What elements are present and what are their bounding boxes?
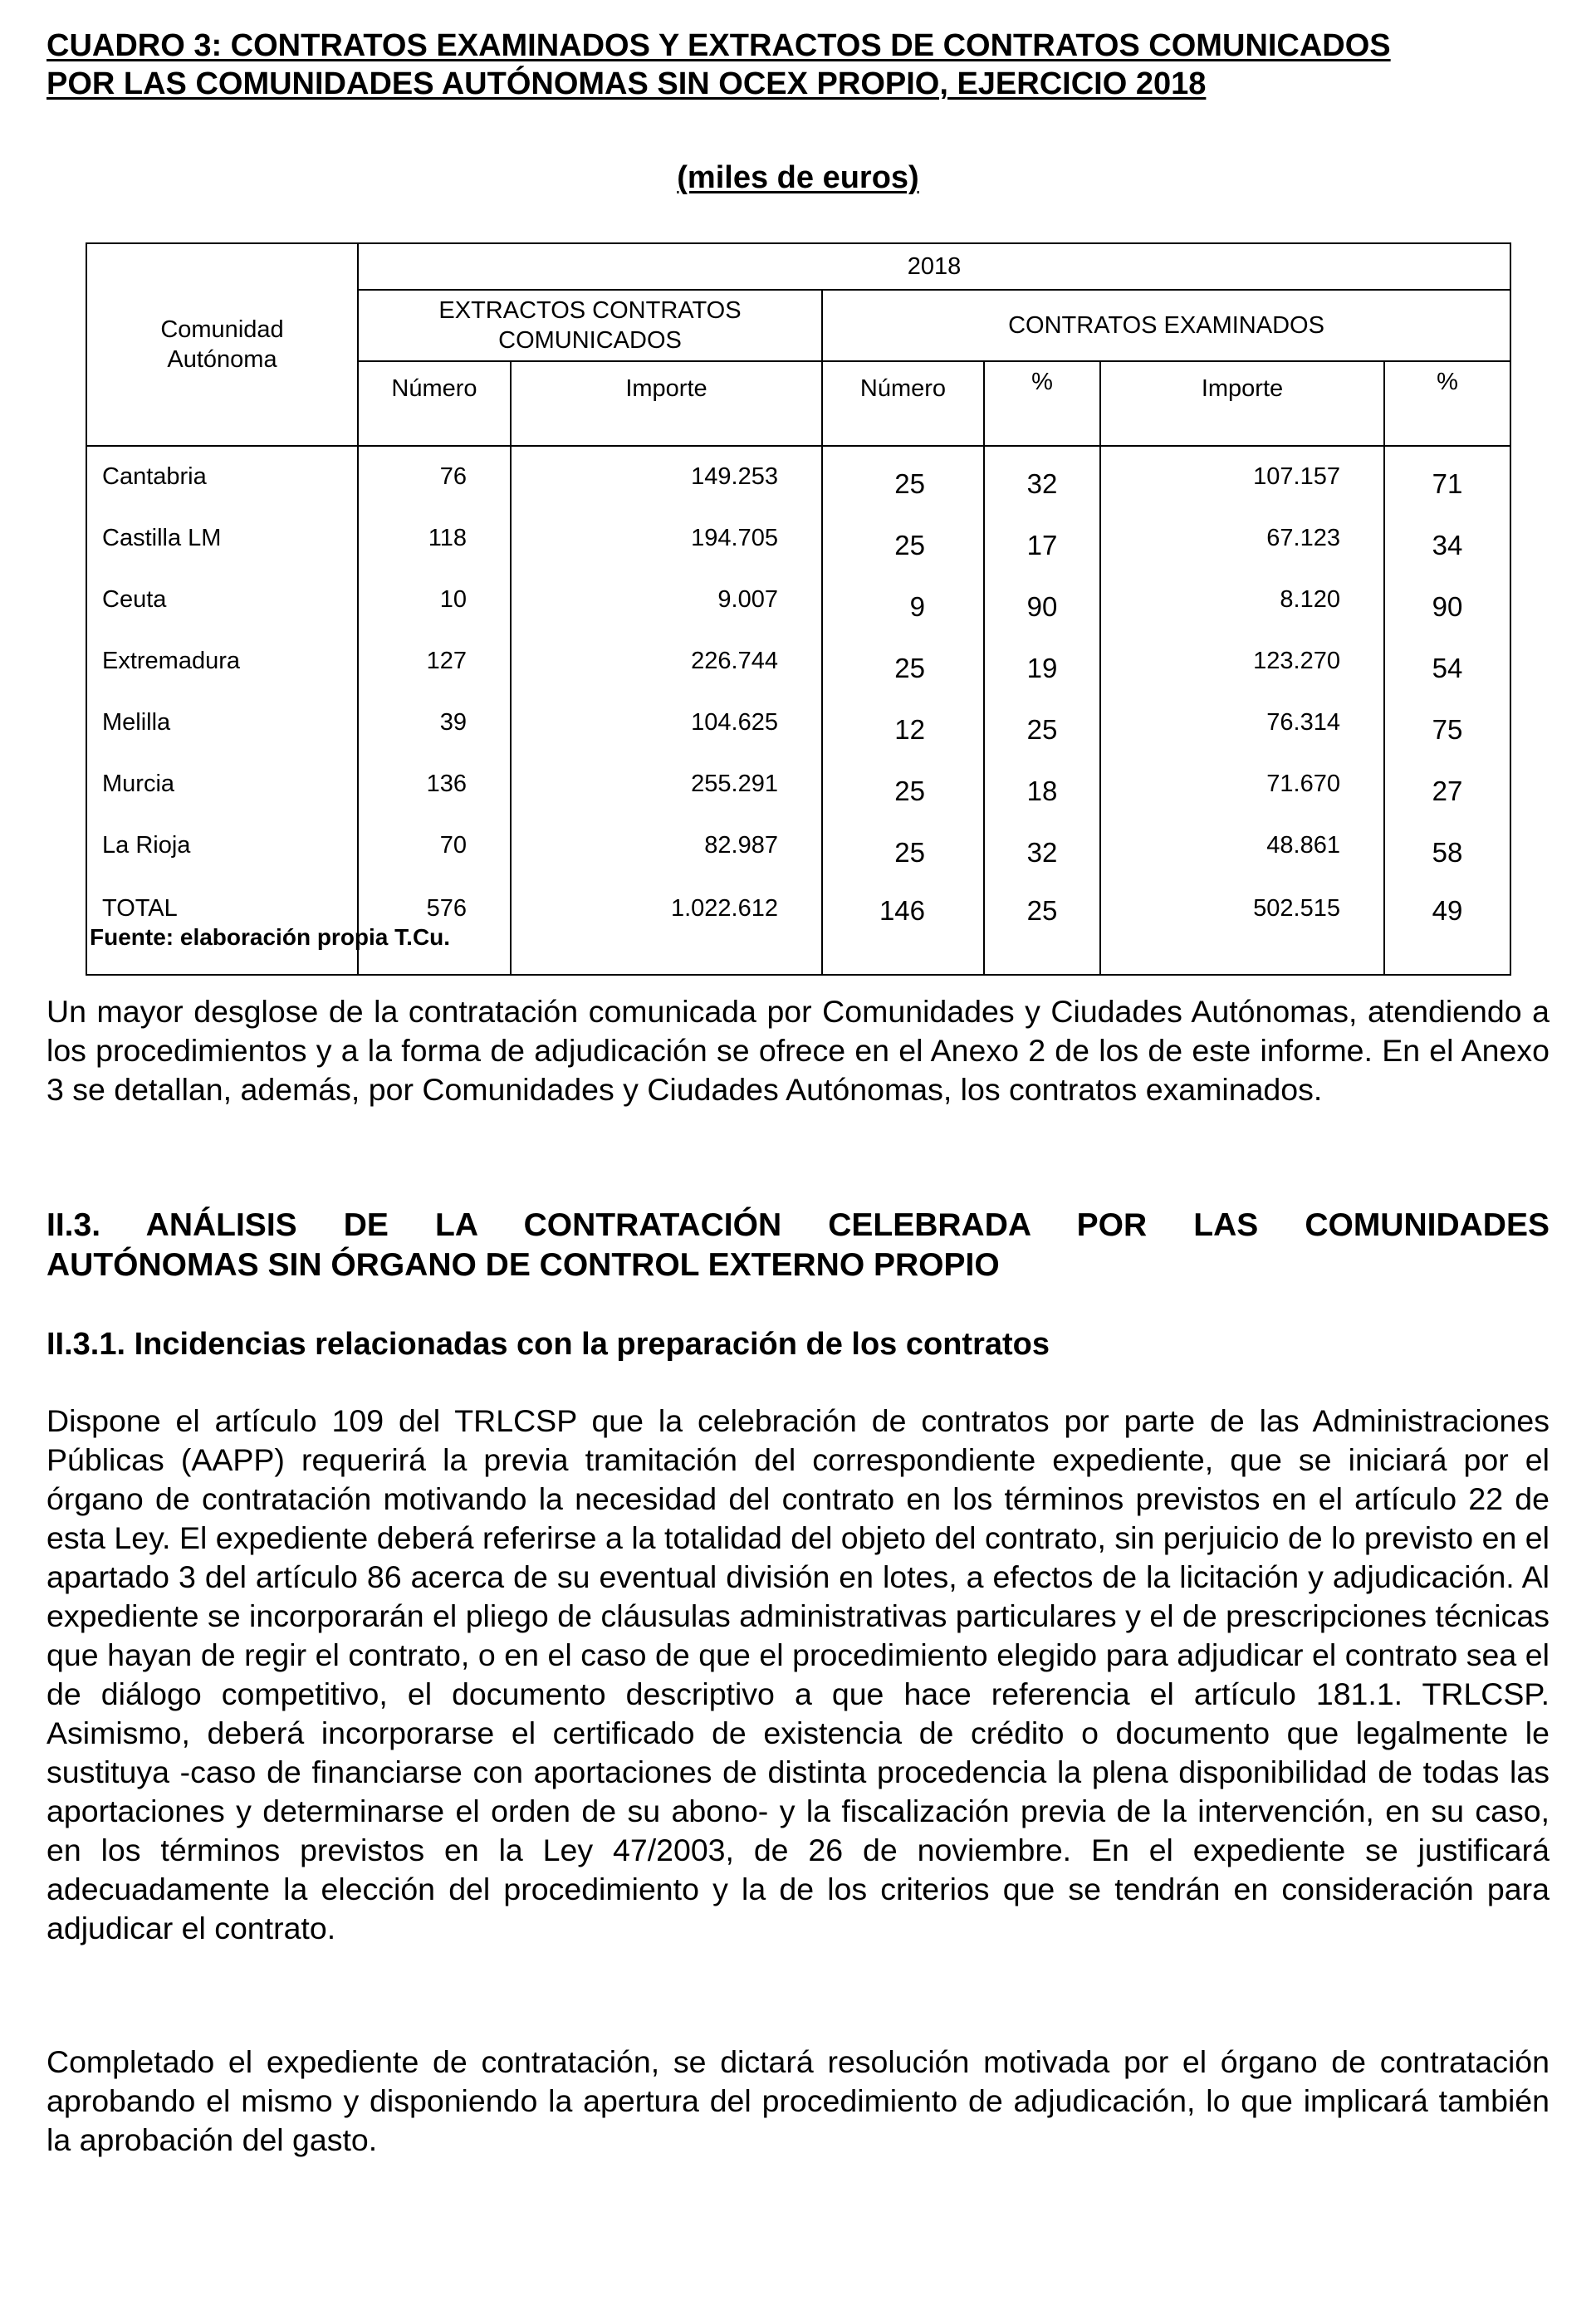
- header-examinados: CONTRATOS EXAMINADOS: [822, 290, 1510, 361]
- header-extractos: EXTRACTOS CONTRATOS COMUNICADOS: [358, 290, 822, 361]
- cell-community: La Rioja: [86, 822, 358, 883]
- cell-ext-importe: 226.744: [511, 638, 822, 699]
- cell-ext-numero: 136: [358, 761, 511, 822]
- cell-exa-importe: 107.157: [1100, 453, 1384, 515]
- cell-exa-importe: 76.314: [1100, 699, 1384, 761]
- cell-ext-numero: 70: [358, 822, 511, 883]
- cell-ext-numero: 118: [358, 515, 511, 576]
- header-year: 2018: [358, 243, 1510, 290]
- cell-exa-pct2: 49: [1384, 883, 1510, 975]
- table-row: [86, 761, 1510, 822]
- cell-exa-pct: 25: [984, 699, 1100, 761]
- cell-ext-numero: 10: [358, 576, 511, 638]
- table-row: [86, 576, 1510, 638]
- cell-exa-numero: 25: [822, 761, 984, 822]
- cell-exa-pct2: 34: [1384, 515, 1510, 576]
- paragraph-3: Completado el expediente de contratación, se dictará resolución motivada por el órgano de contratación aprobando el mismo y disponiendo la apertura del procedimiento de adjudicación, lo que implicará también la aprobación del gasto.: [47, 2044, 1549, 2157]
- cell-exa-pct2: 58: [1384, 822, 1510, 883]
- cell-ext-importe: 9.007: [511, 576, 822, 638]
- cell-exa-numero: 25: [822, 453, 984, 515]
- cell-community: Ceuta: [86, 576, 358, 638]
- cell-exa-numero: 9: [822, 576, 984, 638]
- table-row: [86, 515, 1510, 576]
- cell-exa-pct2: 75: [1384, 699, 1510, 761]
- cell-community: Melilla: [86, 699, 358, 761]
- header-exa-pct: %: [984, 361, 1100, 446]
- cell-exa-pct2: 54: [1384, 638, 1510, 699]
- cell-exa-importe: 71.670: [1100, 761, 1384, 822]
- paragraph-1: Un mayor desglose de la contratación comunicada por Comunidades y Ciudades Autónomas, atendiendo a los procedimientos y a la forma de adjudicación se ofrece en el Anexo 2 de los de este informe. En el Anexo 3 se detallan, además, por Comunidades y Ciudades Autónomas, los contratos examinados.: [47, 994, 1549, 1107]
- cell-community: Extremadura: [86, 638, 358, 699]
- section-heading: [47, 1206, 1549, 1285]
- cell-exa-importe: 8.120: [1100, 576, 1384, 638]
- cell-exa-numero: 25: [822, 638, 984, 699]
- cell-ext-importe: 82.987: [511, 822, 822, 883]
- cell-ext-numero: 127: [358, 638, 511, 699]
- header-exa-numero: Número: [822, 361, 984, 446]
- table-row: [86, 453, 1510, 515]
- cell-exa-pct2: 90: [1384, 576, 1510, 638]
- cell-exa-importe: 502.515: [1100, 883, 1384, 975]
- paragraph-2: Dispone el artículo 109 del TRLCSP que la celebración de contratos por parte de las Administraciones Públicas (AAPP) requerirá la previa tramitación del correspondiente expediente, que se iniciará por el órgano de contratación motivando la necesidad del contrato en los términos previstos en el artículo 22 de esta Ley. El expediente deberá referirse a la totalidad del objeto del contrato, sin perjuicio de lo previsto en el apartado 3 del artículo 86 acerca de su eventual división en lotes, a efectos de la licitación y adjudicación. Al expediente se incorporarán el pliego de cláusulas administrativas particulares y el de prescripciones técnicas que hayan de regir el contrato, o en el caso de que el procedimiento elegido para adjudicar el contrato sea el de diálogo competitivo, el documento descriptivo a que hace referencia el artículo 181.1. TRLCSP. Asimismo, deberá incorporarse el certificado de existencia de crédito o documento que legalmente le sustituya -caso de financiarse con aportaciones de distinta procedencia la plena disponibilidad de todas las aportaciones y determinarse el orden de su abono- y la fiscalización previa de la intervención, en su caso, en los términos previstos en la Ley 47/2003, de 26 de noviembre. En el expediente se justificará adecuadamente la elección del procedimiento y la de los criterios que se tendrán en consideración para adjudicar el contrato.: [47, 1403, 1549, 1945]
- table-source: Fuente: elaboración propia T.Cu.: [90, 924, 451, 950]
- cell-community: Murcia: [86, 761, 358, 822]
- cell-exa-pct2: 71: [1384, 453, 1510, 515]
- cell-ext-numero: 76: [358, 453, 511, 515]
- cell-exa-pct: 25: [984, 883, 1100, 975]
- table-caption-line-1: CUADRO 3: CONTRATOS EXAMINADOS Y EXTRACTOS DE CONTRATOS COMUNICADOS: [47, 28, 1391, 63]
- cell-ext-importe: 194.705: [511, 515, 822, 576]
- cell-exa-pct2: 27: [1384, 761, 1510, 822]
- header-exa-pct2: %: [1384, 361, 1510, 446]
- cell-ext-importe: 1.022.612: [511, 883, 822, 975]
- cell-exa-numero: 25: [822, 515, 984, 576]
- cell-exa-importe: 48.861: [1100, 822, 1384, 883]
- cell-exa-pct: 32: [984, 822, 1100, 883]
- cell-community: TOTAL: [86, 883, 358, 975]
- cell-ext-importe: 149.253: [511, 453, 822, 515]
- cell-exa-pct: 17: [984, 515, 1100, 576]
- section-heading-line-2: AUTÓNOMAS SIN ÓRGANO DE CONTROL EXTERNO PROPIO: [47, 1247, 1000, 1283]
- cell-exa-importe: 67.123: [1100, 515, 1384, 576]
- cell-exa-pct: 32: [984, 453, 1100, 515]
- subsection-heading: II.3.1. Incidencias relacionadas con la preparación de los contratos: [47, 1327, 1050, 1362]
- table-row: [86, 699, 1510, 761]
- cell-ext-numero: 576: [358, 883, 511, 975]
- units-label: (miles de euros): [677, 160, 919, 195]
- contracts-table: [86, 242, 1511, 976]
- table-row: [86, 822, 1510, 883]
- table-caption: [47, 27, 1558, 103]
- header-exa-importe: Importe: [1100, 361, 1384, 446]
- cell-exa-pct: 18: [984, 761, 1100, 822]
- header-ext-importe: Importe: [511, 361, 822, 446]
- cell-community: Cantabria: [86, 453, 358, 515]
- cell-exa-importe: 123.270: [1100, 638, 1384, 699]
- cell-ext-importe: 104.625: [511, 699, 822, 761]
- cell-community: Castilla LM: [86, 515, 358, 576]
- cell-exa-pct: 19: [984, 638, 1100, 699]
- section-heading-line-1: II.3. ANÁLISIS DE LA CONTRATACIÓN CELEBRADA POR LAS COMUNIDADES: [47, 1207, 1549, 1243]
- header-community: Comunidad Autónoma: [86, 243, 358, 446]
- header-ext-numero: Número: [358, 361, 511, 446]
- cell-exa-numero: 25: [822, 822, 984, 883]
- cell-exa-pct: 90: [984, 576, 1100, 638]
- cell-ext-numero: 39: [358, 699, 511, 761]
- cell-ext-importe: 255.291: [511, 761, 822, 822]
- cell-exa-numero: 12: [822, 699, 984, 761]
- table-row: [86, 638, 1510, 699]
- cell-exa-numero: 146: [822, 883, 984, 975]
- table-caption-line-2: POR LAS COMUNIDADES AUTÓNOMAS SIN OCEX PROPIO, EJERCICIO 2018: [47, 66, 1207, 101]
